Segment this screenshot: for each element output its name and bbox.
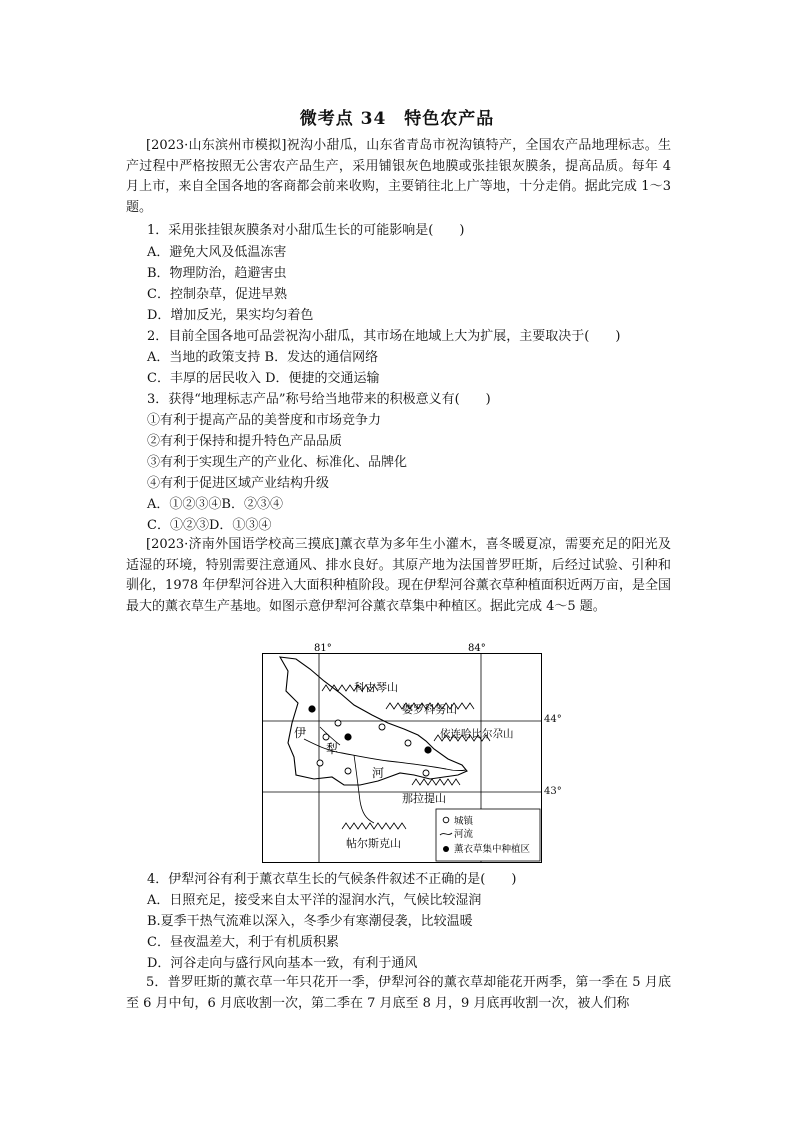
map-svg xyxy=(262,643,542,863)
lavender-area-marker xyxy=(308,705,315,712)
tributary-river xyxy=(354,755,374,823)
label-he: 河 xyxy=(372,766,385,780)
legend-lavender-label: 薰衣草集中种植区 xyxy=(454,844,531,855)
town-marker xyxy=(335,720,341,726)
page-title: 微考点 34 特色农产品 xyxy=(299,109,495,129)
q4-option-a: A．日照充足，接受来自太平洋的湿润水汽，气候比较湿润 xyxy=(147,893,482,908)
q1-option-a: A．避免大风及低温冻害 xyxy=(147,245,287,260)
town-marker xyxy=(323,734,329,740)
label-nalati-mountain: 那拉提山 xyxy=(402,792,446,805)
lat-43-label: 43° xyxy=(544,786,562,797)
intro-paragraph-2: [2023·济南外国语学校高三摸底]薰衣草为多年生小灌木，喜冬暖夏凉，需要充足的阳光及适湿的环境，特别需要注意通风、排水良好。其原产地为法国普罗旺斯，后经过试验、引种和驯化，1978 年伊犁河谷进入大面积种植阶段。现在伊犁河谷薰衣草种植面积近两万亩，是全国最大的薰衣草生产基地。如图示意伊犁河谷薰衣草集中种植区。据此完成 4～5 题。 xyxy=(126,537,671,614)
town-marker xyxy=(423,770,429,776)
legend-lavender-symbol xyxy=(443,846,449,852)
town-marker xyxy=(405,740,411,746)
lon-81-label: 81° xyxy=(314,643,332,654)
q1-option-c: C．控制杂草，促进早熟 xyxy=(147,287,287,302)
q1-option-d: D．增加反光，果实均匀着色 xyxy=(147,308,314,323)
legend-river-label: 河流 xyxy=(454,829,474,840)
nalati-mountain-range xyxy=(412,779,460,785)
label-tiaerkeshan-mountain: 帖尔斯克山 xyxy=(346,837,401,850)
label-keguqin-mountain: 科古琴山 xyxy=(354,681,398,694)
q5-stem: 5．普罗旺斯的薰衣草一年只花开一季，伊犁河谷的薰衣草却能花开两季，第一季在 5 月底至 6 月中旬，6 月底收割一次，第二季在 7 月底至 8 月，9 月底再收割一次，被人们称 xyxy=(126,975,671,1011)
tiaerkeshan-mountain-range xyxy=(342,823,406,829)
town-marker xyxy=(345,768,351,774)
q2-options-ab: A．当地的政策支持 B．发达的通信网络 xyxy=(147,350,379,365)
q1-option-b: B．物理防治，趋避害虫 xyxy=(147,266,287,281)
lavender-area-marker xyxy=(344,733,351,740)
ili-valley-map xyxy=(262,643,542,863)
q4-stem: 4．伊犁河谷有利于薰衣草生长的气候条件叙述不正确的是( ) xyxy=(147,872,517,887)
town-marker xyxy=(379,724,385,730)
q4-option-d: D．河谷走向与盛行风向基本一致，有利于通风 xyxy=(147,956,418,971)
q3-statement-3: ③有利于实现生产的产业化、标准化、品牌化 xyxy=(147,455,408,470)
q3-statement-2: ②有利于保持和提升特色产品品质 xyxy=(147,434,343,449)
q4-option-c: C．昼夜温差大，利于有机质积累 xyxy=(147,935,339,950)
q3-statement-4: ④有利于促进区域产业结构升级 xyxy=(147,476,330,491)
lavender-area-marker xyxy=(424,746,431,753)
q2-options-cd: C．丰厚的居民收入 D．便捷的交通运输 xyxy=(147,371,380,386)
label-li: 犁 xyxy=(326,742,339,756)
lat-44-label: 44° xyxy=(544,714,562,725)
label-poluokenu-mountain: 婆罗科努山 xyxy=(402,703,457,716)
legend-town-symbol xyxy=(443,817,449,823)
intro-paragraph-1: [2023·山东滨州市模拟]祝沟小甜瓜，山东省青岛市祝沟镇特产，全国农产品地理标志。生产过程中严格按照无公害农产品生产，采用铺银灰色地膜或张挂银灰膜条，提高品质。每年 4 月上市，来自全国各地的客商都会前来收购，主要销往北上广等地，十分走俏。据此完成 1～3 题。 xyxy=(126,138,671,215)
q3-options-ab: A．①②③④B．②③④ xyxy=(147,497,283,512)
q3-stem: 3．获得“地理标志产品”称号给当地带来的积极意义有( ) xyxy=(147,392,491,407)
q1-stem: 1．采用张挂银灰膜条对小甜瓜生长的可能影响是( ) xyxy=(147,223,465,238)
q4-option-b: B.夏季干热气流难以深入，冬季少有寒潮侵袭，比较温暖 xyxy=(147,914,473,929)
q3-options-cd: C．①②③D．①③④ xyxy=(147,518,272,533)
legend-town-label: 城镇 xyxy=(454,816,474,827)
label-yilianhabier-mountain: 依连哈比尔尕山 xyxy=(440,728,514,740)
q3-statement-1: ①有利于提高产品的美誉度和市场竞争力 xyxy=(147,413,382,428)
q2-stem: 2．目前全国各地可品尝祝沟小甜瓜，其市场在地域上大为扩展，主要取决于( ) xyxy=(147,329,621,344)
label-yi: 伊 xyxy=(294,726,307,740)
town-marker xyxy=(317,760,323,766)
lon-84-label: 84° xyxy=(468,643,486,654)
